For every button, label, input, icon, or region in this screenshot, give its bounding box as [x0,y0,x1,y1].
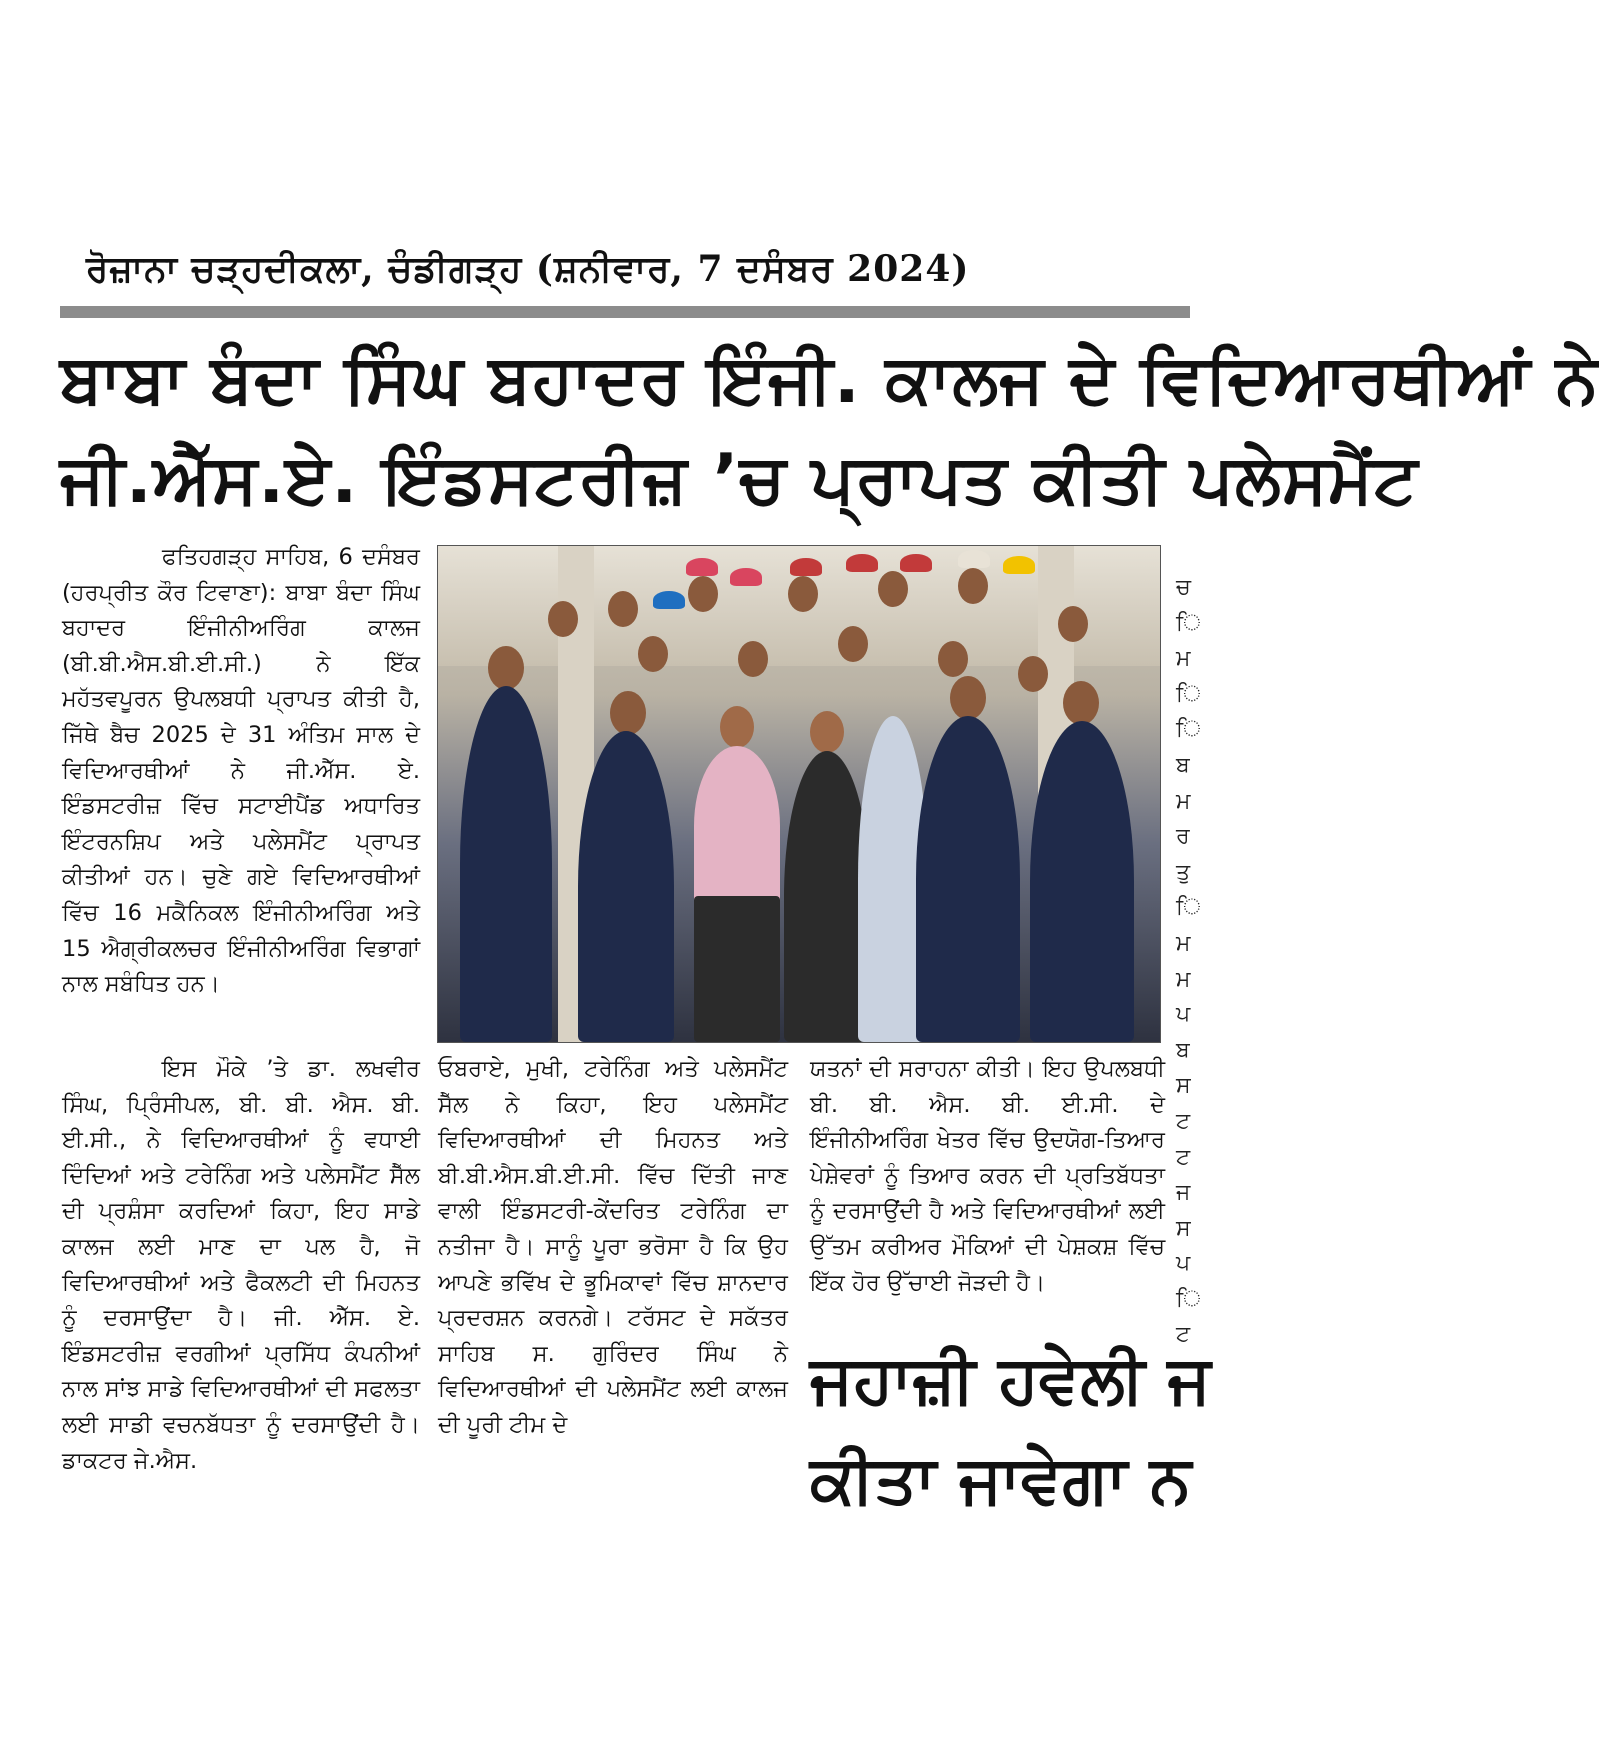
student-suited [460,686,552,1042]
headline-line-1: ਬਾਬਾ ਬੰਦਾ ਸਿੰਘ ਬਹਾਦਰ ਇੰਜੀ. ਕਾਲਜ ਦੇ ਵਿਦਿਆਰਥੀਆਂ ਨੇ [60,340,1599,419]
headline-line-2: ਜੀ.ਐੱਸ.ਏ. ਇੰਡਸਟਰੀਜ਼ ’ਚ ਪ੍ਰਾਪਤ ਕੀਤੀ ਪਲੇਸਮੈਂਟ [60,440,1419,519]
newspaper-masthead: ਰੋਜ਼ਾਨਾ ਚੜ੍ਹਦੀਕਲਾ, ਚੰਡੀਗੜ੍ਹ (ਸ਼ਨੀਵਾਰ, 7 ਦਸੰਬਰ 2024) [86,248,970,290]
student-suited [578,731,674,1042]
article-column-1-lower [62,1052,420,1479]
group-photo [437,545,1161,1043]
article-para-3: ਓਬਰਾਏ, ਮੁਖੀ, ਟਰੇਨਿੰਗ ਅਤੇ ਪਲੇਸਮੈਂਟ ਸੈੱਲ ਨੇ ਕਿਹਾ, ਇਹ ਪਲੇਸਮੈਂਟ ਵਿਦਿਆਰਥੀਆਂ ਦੀ ਮਿਹਨਤ ਅਤੇ ਬੀ.ਬੀ.ਐਸ.ਬੀ.ਈ.ਸੀ. ਵਿੱਚ ਦਿੱਤੀ ਜਾਣ ਵਾਲੀ ਇੰਡਸਟਰੀ-ਕੇਂਦਰਿਤ ਟਰੇਨਿੰਗ ਦਾ ਨਤੀਜਾ ਹੈ। ਸਾਨੂੰ ਪੂਰਾ ਭਰੋਸਾ ਹੈ ਕਿ ਉਹ ਆਪਣੇ ਭਵਿੱਖ ਦੇ ਭੂਮਿਕਾਵਾਂ ਵਿੱਚ ਸ਼ਾਨਦਾਰ ਪ੍ਰਦਰਸ਼ਨ ਕਰਨਗੇ। ਟਰੱਸਟ ਦੇ ਸਕੱਤਰ ਸਾਹਿਬ ਸ. ਗੁਰਿੰਦਰ ਸਿੰਘ ਨੇ ਵਿਦਿਆਰਥੀਆਂ ਦੀ ਪਲੇਸਮੈਂਟ ਲਈ ਕਾਲਜ ਦੀ ਪੂਰੀ ਟੀਮ ਦੇ [438,1056,788,1438]
student-pink-top [694,746,780,906]
student-suited [1030,721,1134,1042]
article-column-2 [438,1052,788,1444]
masthead-rule [60,306,1190,318]
article-para-1: ਫਤਿਹਗੜ੍ਹ ਸਾਹਿਬ, 6 ਦਸੰਬਰ (ਹਰਪ੍ਰੀਤ ਕੌਰ ਟਿਵਾਣਾ): ਬਾਬਾ ਬੰਦਾ ਸਿੰਘ ਬਹਾਦਰ ਇੰਜੀਨੀਅਰਿੰਗ ਕਾਲਜ (ਬੀ.ਬੀ.ਐਸ.ਬੀ.ਈ.ਸੀ.) ਨੇ ਇੱਕ ਮਹੱਤਵਪੂਰਨ ਉਪਲਬਧੀ ਪ੍ਰਾਪਤ ਕੀਤੀ ਹੈ, ਜਿੱਥੇ ਬੈਚ 2025 ਦੇ 31 ਅੰਤਿਮ ਸਾਲ ਦੇ ਵਿਦਿਆਰਥੀਆਂ ਨੇ ਜੀ.ਐੱਸ. ਏ. ਇੰਡਸਟਰੀਜ਼ ਵਿੱਚ ਸਟਾਈਪੈਂਡ ਅਧਾਰਿਤ ਇੰਟਰਨਸ਼ਿਪ ਅਤੇ ਪਲੇਸਮੈਂਟ ਪ੍ਰਾਪਤ ਕੀਤੀਆਂ ਹਨ। ਚੁਣੇ ਗਏ ਵਿਦਿਆਰਥੀਆਂ ਵਿੱਚ 16 ਮਕੈਨਿਕਲ ਇੰਜੀਨੀਅਰਿੰਗ ਅਤੇ 15 ਐਗ੍ਰੀਕਲਚਰ ਇੰਜੀਨੀਅਰਿੰਗ ਵਿਭਾਗਾਂ ਨਾਲ ਸਬੰਧਿਤ ਹਨ। [62,544,420,998]
article-para-2: ਇਸ ਮੌਕੇ ’ਤੇ ਡਾ. ਲਖਵੀਰ ਸਿੰਘ, ਪ੍ਰਿੰਸੀਪਲ, ਬੀ. ਬੀ. ਐਸ. ਬੀ. ਈ.ਸੀ., ਨੇ ਵਿਦਿਆਰਥੀਆਂ ਨੂੰ ਵਧਾਈ ਦਿੰਦਿਆਂ ਅਤੇ ਟਰੇਨਿੰਗ ਅਤੇ ਪਲੇਸਮੈਂਟ ਸੈੱਲ ਦੀ ਪ੍ਰਸ਼ੰਸਾ ਕਰਦਿਆਂ ਕਿਹਾ, ਇਹ ਸਾਡੇ ਕਾਲਜ ਲਈ ਮਾਣ ਦਾ ਪਲ ਹੈ, ਜੋ ਵਿਦਿਆਰਥੀਆਂ ਅਤੇ ਫੈਕਲਟੀ ਦੀ ਮਿਹਨਤ ਨੂੰ ਦਰਸਾਉਂਦਾ ਹੈ। ਜੀ. ਐੱਸ. ਏ. ਇੰਡਸਟਰੀਜ਼ ਵਰਗੀਆਂ ਪ੍ਰਸਿੱਧ ਕੰਪਨੀਆਂ ਨਾਲ ਸਾਂਝ ਸਾਡੇ ਵਿਦਿਆਰਥੀਆਂ ਦੀ ਸਫਲਤਾ ਲਈ ਸਾਡੀ ਵਚਨਬੱਧਤਾ ਨੂੰ ਦਰਸਾਉਂਦੀ ਹੈ।ਡਾਕਟਰ ਜੇ.ਐਸ. [62,1056,420,1474]
adjacent-column-edge: ਚ ਿ ਮ ਿ ਿ ਬ ਮ ਰ ਤੁ ਿ ਮ ਮ ਪ ਬ ਸ ਟ ਟ ਜ ਸ ਪ ਿ ਟ [1176,575,1201,1348]
article-para-4: ਯਤਨਾਂ ਦੀ ਸਰਾਹਨਾ ਕੀਤੀ। ਇਹ ਉਪਲਬਧੀ ਬੀ. ਬੀ. ਐਸ. ਬੀ. ਈ.ਸੀ. ਦੇ ਇੰਜੀਨੀਅਰਿੰਗ ਖੇਤਰ ਵਿੱਚ ਉਦਯੋਗ-ਤਿਆਰ ਪੇਸ਼ੇਵਰਾਂ ਨੂੰ ਤਿਆਰ ਕਰਨ ਦੀ ਪ੍ਰਤਿਬੱਧਤਾ ਨੂੰ ਦਰਸਾਉਂਦੀ ਹੈ ਅਤੇ ਵਿਦਿਆਰਥੀਆਂ ਲਈ ਉੱਤਮ ਕਰੀਅਰ ਮੌਕਿਆਂ ਦੀ ਪੇਸ਼ਕਸ਼ ਵਿੱਚ ਇੱਕ ਹੋਰ ਉੱਚਾਈ ਜੋੜਦੀ ਹੈ। [810,1056,1165,1296]
next-story-headline-2: ਕੀਤਾ ਜਾਵੇਗਾ ਨ [810,1441,1192,1518]
article-column-3 [810,1052,1165,1301]
student-suited [916,716,1020,1042]
next-story-headline-1: ਜਹਾਜ਼ੀ ਹਵੇਲੀ ਜ [810,1341,1211,1418]
article-column-1 [62,540,420,1003]
